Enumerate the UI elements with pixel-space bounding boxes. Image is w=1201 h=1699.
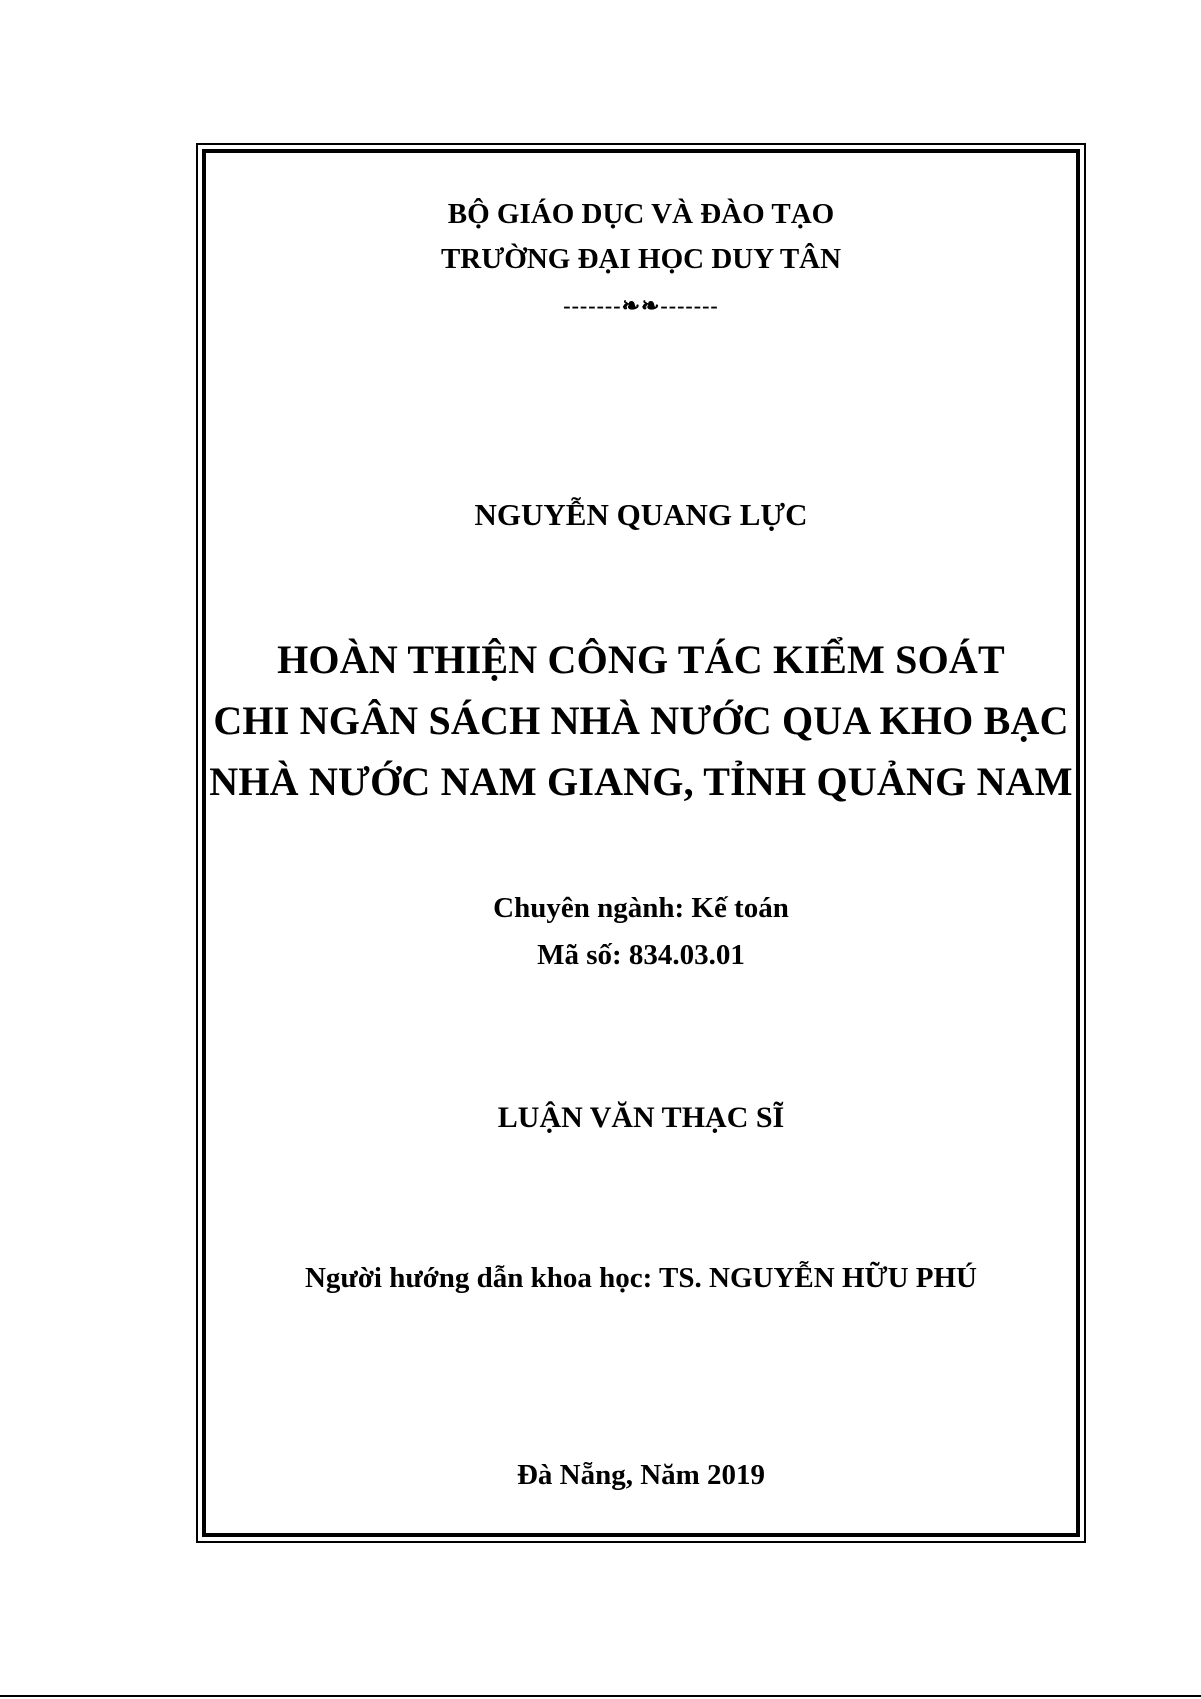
scan-edge-line — [0, 1695, 1201, 1697]
advisor-line: Người hướng dẫn khoa học: TS. NGUYỄN HỮU PHÚ — [304, 1262, 977, 1294]
degree-type: LUẬN VĂN THẠC SĨ — [497, 1101, 785, 1134]
major-label: Chuyên ngành: Kế toán — [493, 892, 789, 924]
thesis-title-line-3: NHÀ NƯỚC NAM GIANG, TỈNH QUẢNG NAM — [209, 759, 1073, 804]
ministry-name: BỘ GIÁO DỤC VÀ ĐÀO TẠO — [447, 198, 835, 230]
university-name: TRƯỜNG ĐẠI HỌC DUY TÂN — [440, 243, 842, 275]
thesis-title-line-1: HOÀN THIỆN CÔNG TÁC KIỂM SOÁT — [277, 637, 1005, 682]
author-name: NGUYỄN QUANG LỰC — [474, 497, 808, 532]
ornament-divider: -------❧❧------- — [563, 293, 719, 318]
major-code: Mã số: 834.03.01 — [537, 939, 745, 971]
place-and-year: Đà Nẵng, Năm 2019 — [516, 1459, 766, 1491]
cover-border-inner — [202, 149, 1080, 1537]
thesis-title-line-2: CHI NGÂN SÁCH NHÀ NƯỚC QUA KHO BẠC — [213, 698, 1069, 743]
